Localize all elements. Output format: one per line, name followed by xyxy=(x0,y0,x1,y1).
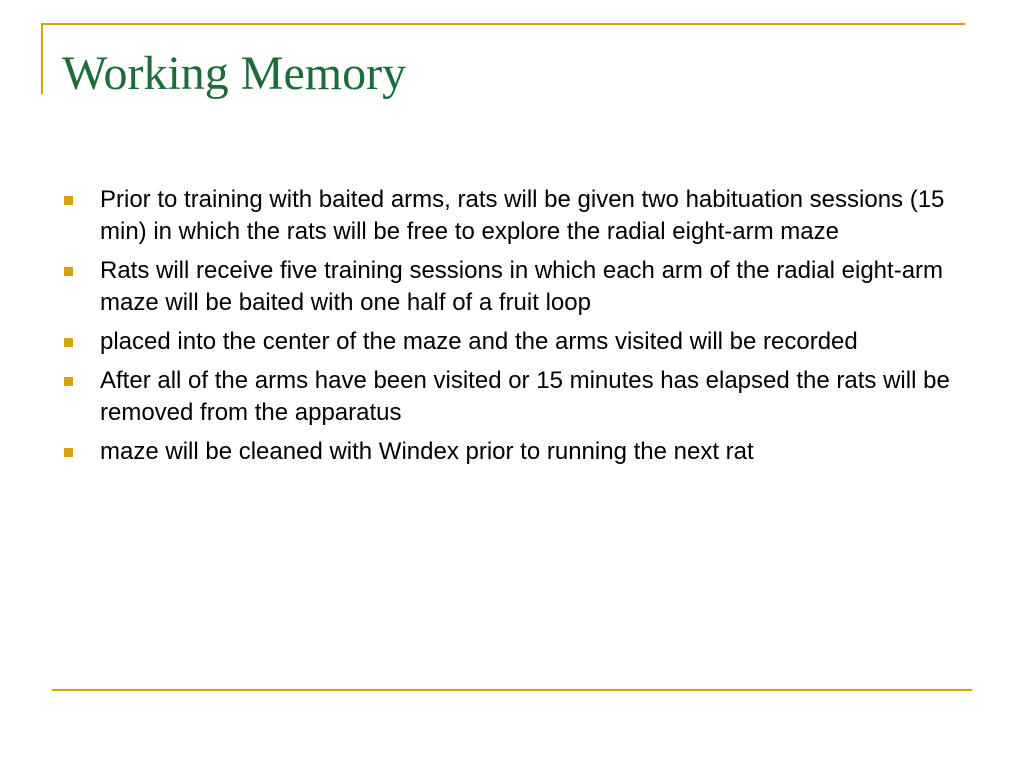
left-accent-rule xyxy=(41,23,43,94)
bullet-text: Rats will receive five training sessions in which each arm of the radial eight-arm maze will be baited with one half of a fruit loop xyxy=(100,257,944,316)
bullet-text: maze will be cleaned with Windex prior to running the next rat xyxy=(100,438,754,465)
bullet-item xyxy=(62,365,972,429)
bullet-item xyxy=(62,184,972,248)
bullet-item xyxy=(62,436,972,468)
bottom-accent-rule xyxy=(52,689,972,691)
bullet-item xyxy=(62,326,972,358)
square-bullet-icon xyxy=(64,377,73,386)
bullet-item xyxy=(62,255,972,319)
bullet-text: After all of the arms have been visited or 15 minutes has elapsed the rats will be removed from the apparatus xyxy=(100,367,950,426)
square-bullet-icon xyxy=(64,267,73,276)
bullet-list xyxy=(62,184,972,475)
square-bullet-icon xyxy=(64,448,73,457)
top-accent-rule xyxy=(43,23,965,25)
bullet-text: placed into the center of the maze and the arms visited will be recorded xyxy=(100,328,858,355)
square-bullet-icon xyxy=(64,196,73,205)
bullet-text: Prior to training with baited arms, rats will be given two habituation sessions (15 min) in which the rats will be free to explore the radial eight-arm maze xyxy=(100,186,945,245)
slide-title: Working Memory xyxy=(62,47,407,100)
square-bullet-icon xyxy=(64,338,73,347)
